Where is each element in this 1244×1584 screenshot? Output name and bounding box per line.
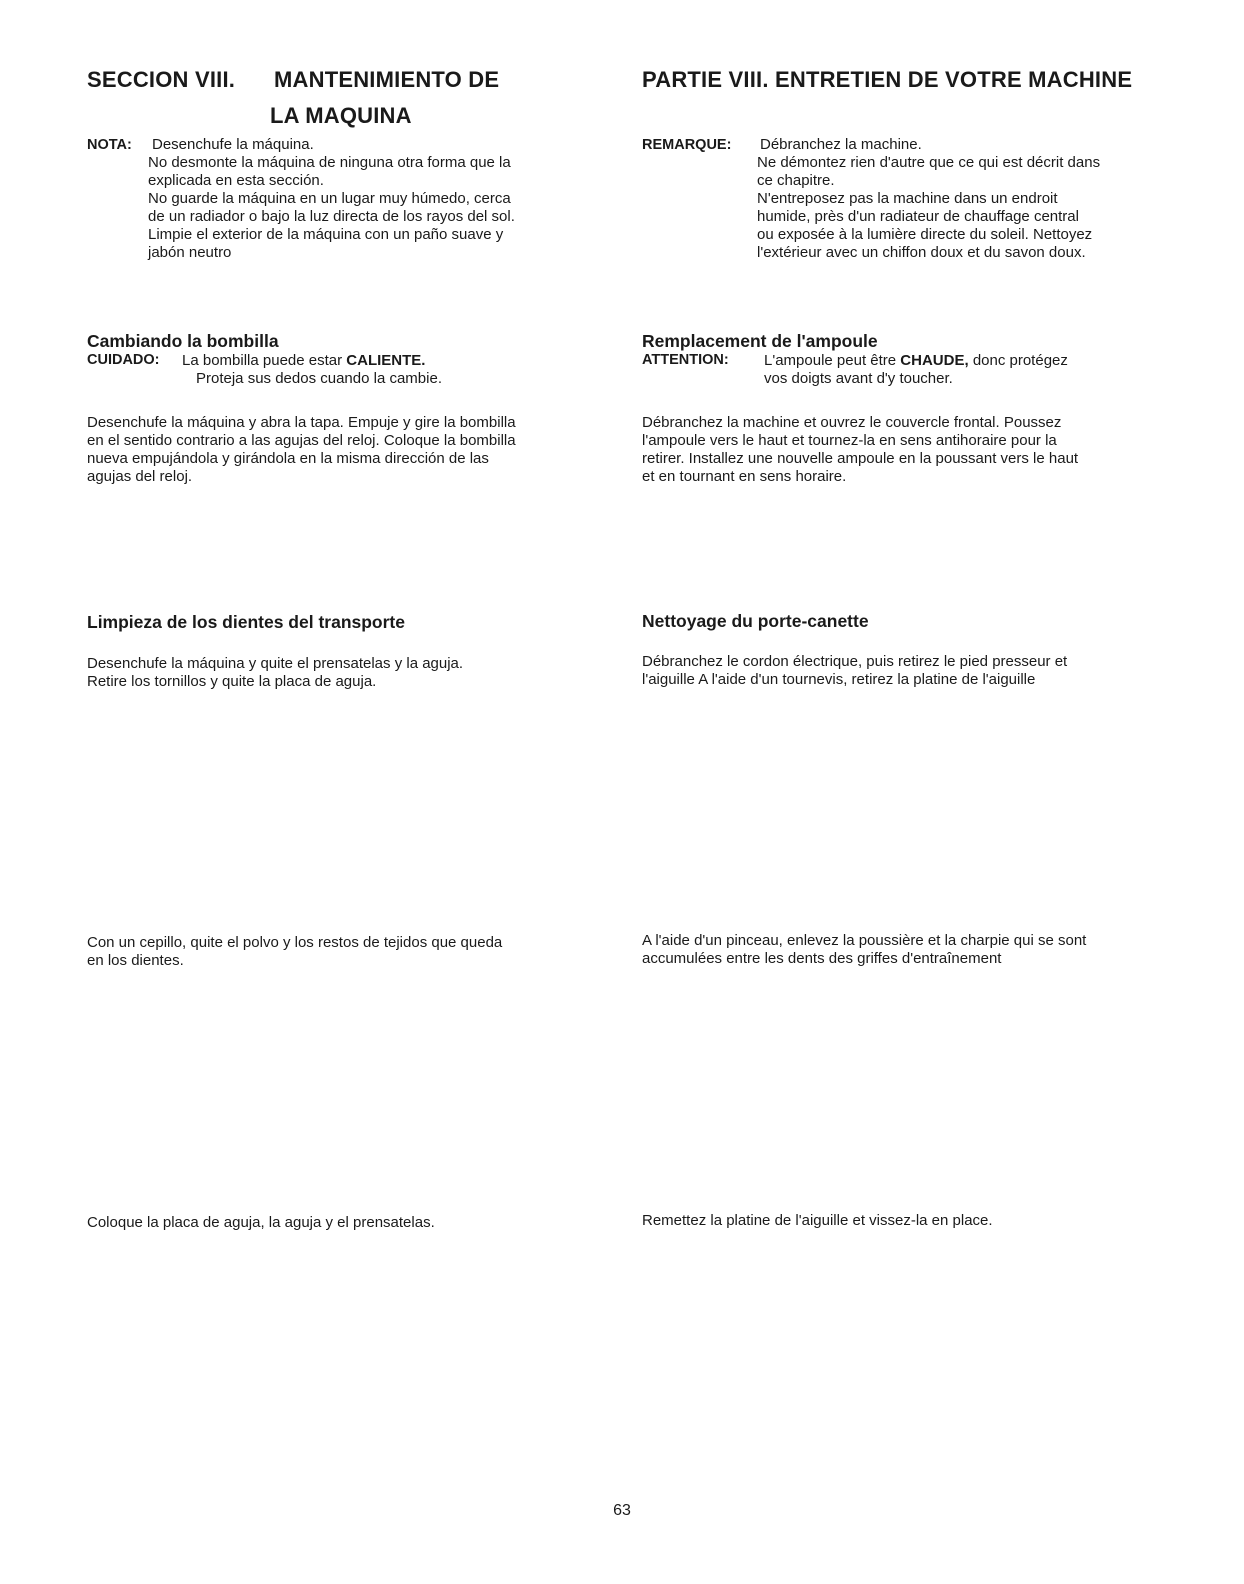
- es-bulb-caution-line2: Proteja sus dedos cuando la cambie.: [196, 370, 442, 387]
- fr-bulb-heading: Remplacement de l'ampoule: [642, 331, 878, 351]
- fr-replace-text: Remettez la platine de l'aiguille et vissez-la en place.: [642, 1212, 993, 1229]
- fr-brush-line: accumulées entre les dents des griffes d'entraînement: [642, 950, 1002, 967]
- es-feed-line: Desenchufe la máquina y quite el prensatelas y la aguja.: [87, 655, 464, 672]
- es-brush-line: Con un cepillo, quite el polvo y los restos de tejidos que queda: [87, 934, 503, 951]
- es-nota-line: No guarde la máquina en un lugar muy húmedo, cerca: [148, 190, 511, 207]
- es-bulb-heading: Cambiando la bombilla: [87, 331, 279, 351]
- es-nota-line: de un radiador o bajo la luz directa de los rayos del sol.: [148, 208, 515, 225]
- es-nota-line: jabón neutro: [148, 244, 232, 261]
- es-bulb-caution-label: CUIDADO:: [87, 352, 160, 368]
- fr-remarque-line: ou exposée à la lumière directe du soleil. Nettoyez: [757, 226, 1093, 243]
- fr-bulb-attention-label: ATTENTION:: [642, 352, 729, 368]
- es-nota-line: explicada en esta sección.: [148, 172, 324, 189]
- fr-feed-line: l'aiguille A l'aide d'un tournevis, retirez la platine de l'aiguille: [642, 671, 1036, 688]
- es-feed-line: Retire los tornillos y quite la placa de aguja.: [87, 673, 377, 690]
- fr-bulb-attention: [764, 352, 1068, 370]
- fr-bulb-attention-text: L'ampoule peut être: [764, 352, 897, 369]
- fr-remarque-line: Ne démontez rien d'autre que ce qui est décrit dans: [757, 154, 1101, 171]
- fr-bulb-attention-post: donc protégez: [972, 352, 1068, 369]
- es-replace-text: Coloque la placa de aguja, la aguja y el prensatelas.: [87, 1214, 435, 1231]
- fr-bulb-line: et en tournant en sens horaire.: [642, 468, 847, 485]
- fr-section-heading: PARTIE VIII. ENTRETIEN DE VOTRE MACHINE: [642, 67, 1133, 92]
- es-nota-line: Limpie el exterior de la máquina con un paño suave y: [148, 226, 504, 243]
- es-feed-heading: Limpieza de los dientes del transporte: [87, 612, 405, 632]
- fr-remarque-line: ce chapitre.: [757, 172, 835, 189]
- es-bulb-line: nueva empujándola y girándola en la misma dirección de las: [87, 450, 489, 467]
- fr-bulb-line: retirer. Installez une nouvelle ampoule en la poussant vers le haut: [642, 450, 1079, 467]
- es-nota-text: [148, 136, 515, 262]
- es-nota-line: No desmonte la máquina de ninguna otra forma que la: [148, 154, 511, 171]
- fr-brush-line: A l'aide d'un pinceau, enlevez la poussière et la charpie qui se sont: [642, 932, 1087, 949]
- es-bulb-line: en el sentido contrario a las agujas del reloj. Coloque la bombilla: [87, 432, 516, 449]
- es-bulb-text: [87, 414, 516, 486]
- fr-feed-line: Débranchez le cordon électrique, puis retirez le pied presseur et: [642, 653, 1068, 670]
- fr-remarque-line: l'extérieur avec un chiffon doux et du savon doux.: [757, 244, 1086, 261]
- es-bulb-line: Desenchufe la máquina y abra la tapa. Empuje y gire la bombilla: [87, 414, 516, 431]
- fr-bulb-attention-hot: CHAUDE,: [900, 352, 969, 369]
- fr-bulb-text: [642, 414, 1078, 486]
- es-brush-line: en los dientes.: [87, 952, 184, 969]
- es-bulb-caution: [182, 352, 425, 370]
- es-section-title-line2: LA MAQUINA: [270, 103, 412, 128]
- es-section-title-line1: MANTENIMIENTO DE: [274, 67, 500, 92]
- page-number: 63: [613, 1502, 631, 1519]
- es-nota-label: NOTA:: [87, 137, 132, 153]
- fr-bulb-attention-line2: vos doigts avant d'y toucher.: [764, 370, 953, 387]
- es-bulb-caution-text: La bombilla puede estar: [182, 352, 343, 369]
- fr-brush-text: [642, 932, 1086, 968]
- fr-remarque-line: N'entreposez pas la machine dans un endroit: [757, 190, 1058, 207]
- es-bulb-line: agujas del reloj.: [87, 468, 193, 485]
- fr-remarque-text: [757, 136, 1101, 262]
- fr-feed-heading: Nettoyage du porte-canette: [642, 611, 869, 631]
- fr-feed-text: [642, 653, 1067, 689]
- es-brush-text: [87, 934, 502, 970]
- es-section-number: SECCION VIII.: [87, 67, 236, 92]
- fr-remarque-label: REMARQUE:: [642, 137, 732, 153]
- fr-bulb-line: l'ampoule vers le haut et tournez-la en sens antihoraire pour la: [642, 432, 1057, 449]
- es-nota-line: Desenchufe la máquina.: [152, 136, 314, 153]
- es-feed-text: [87, 655, 463, 691]
- fr-remarque-line: Débranchez la machine.: [760, 136, 922, 153]
- fr-bulb-line: Débranchez la machine et ouvrez le couvercle frontal. Poussez: [642, 414, 1062, 431]
- fr-remarque-line: humide, près d'un radiateur de chauffage central: [757, 208, 1079, 225]
- es-bulb-caution-hot: CALIENTE.: [346, 352, 426, 369]
